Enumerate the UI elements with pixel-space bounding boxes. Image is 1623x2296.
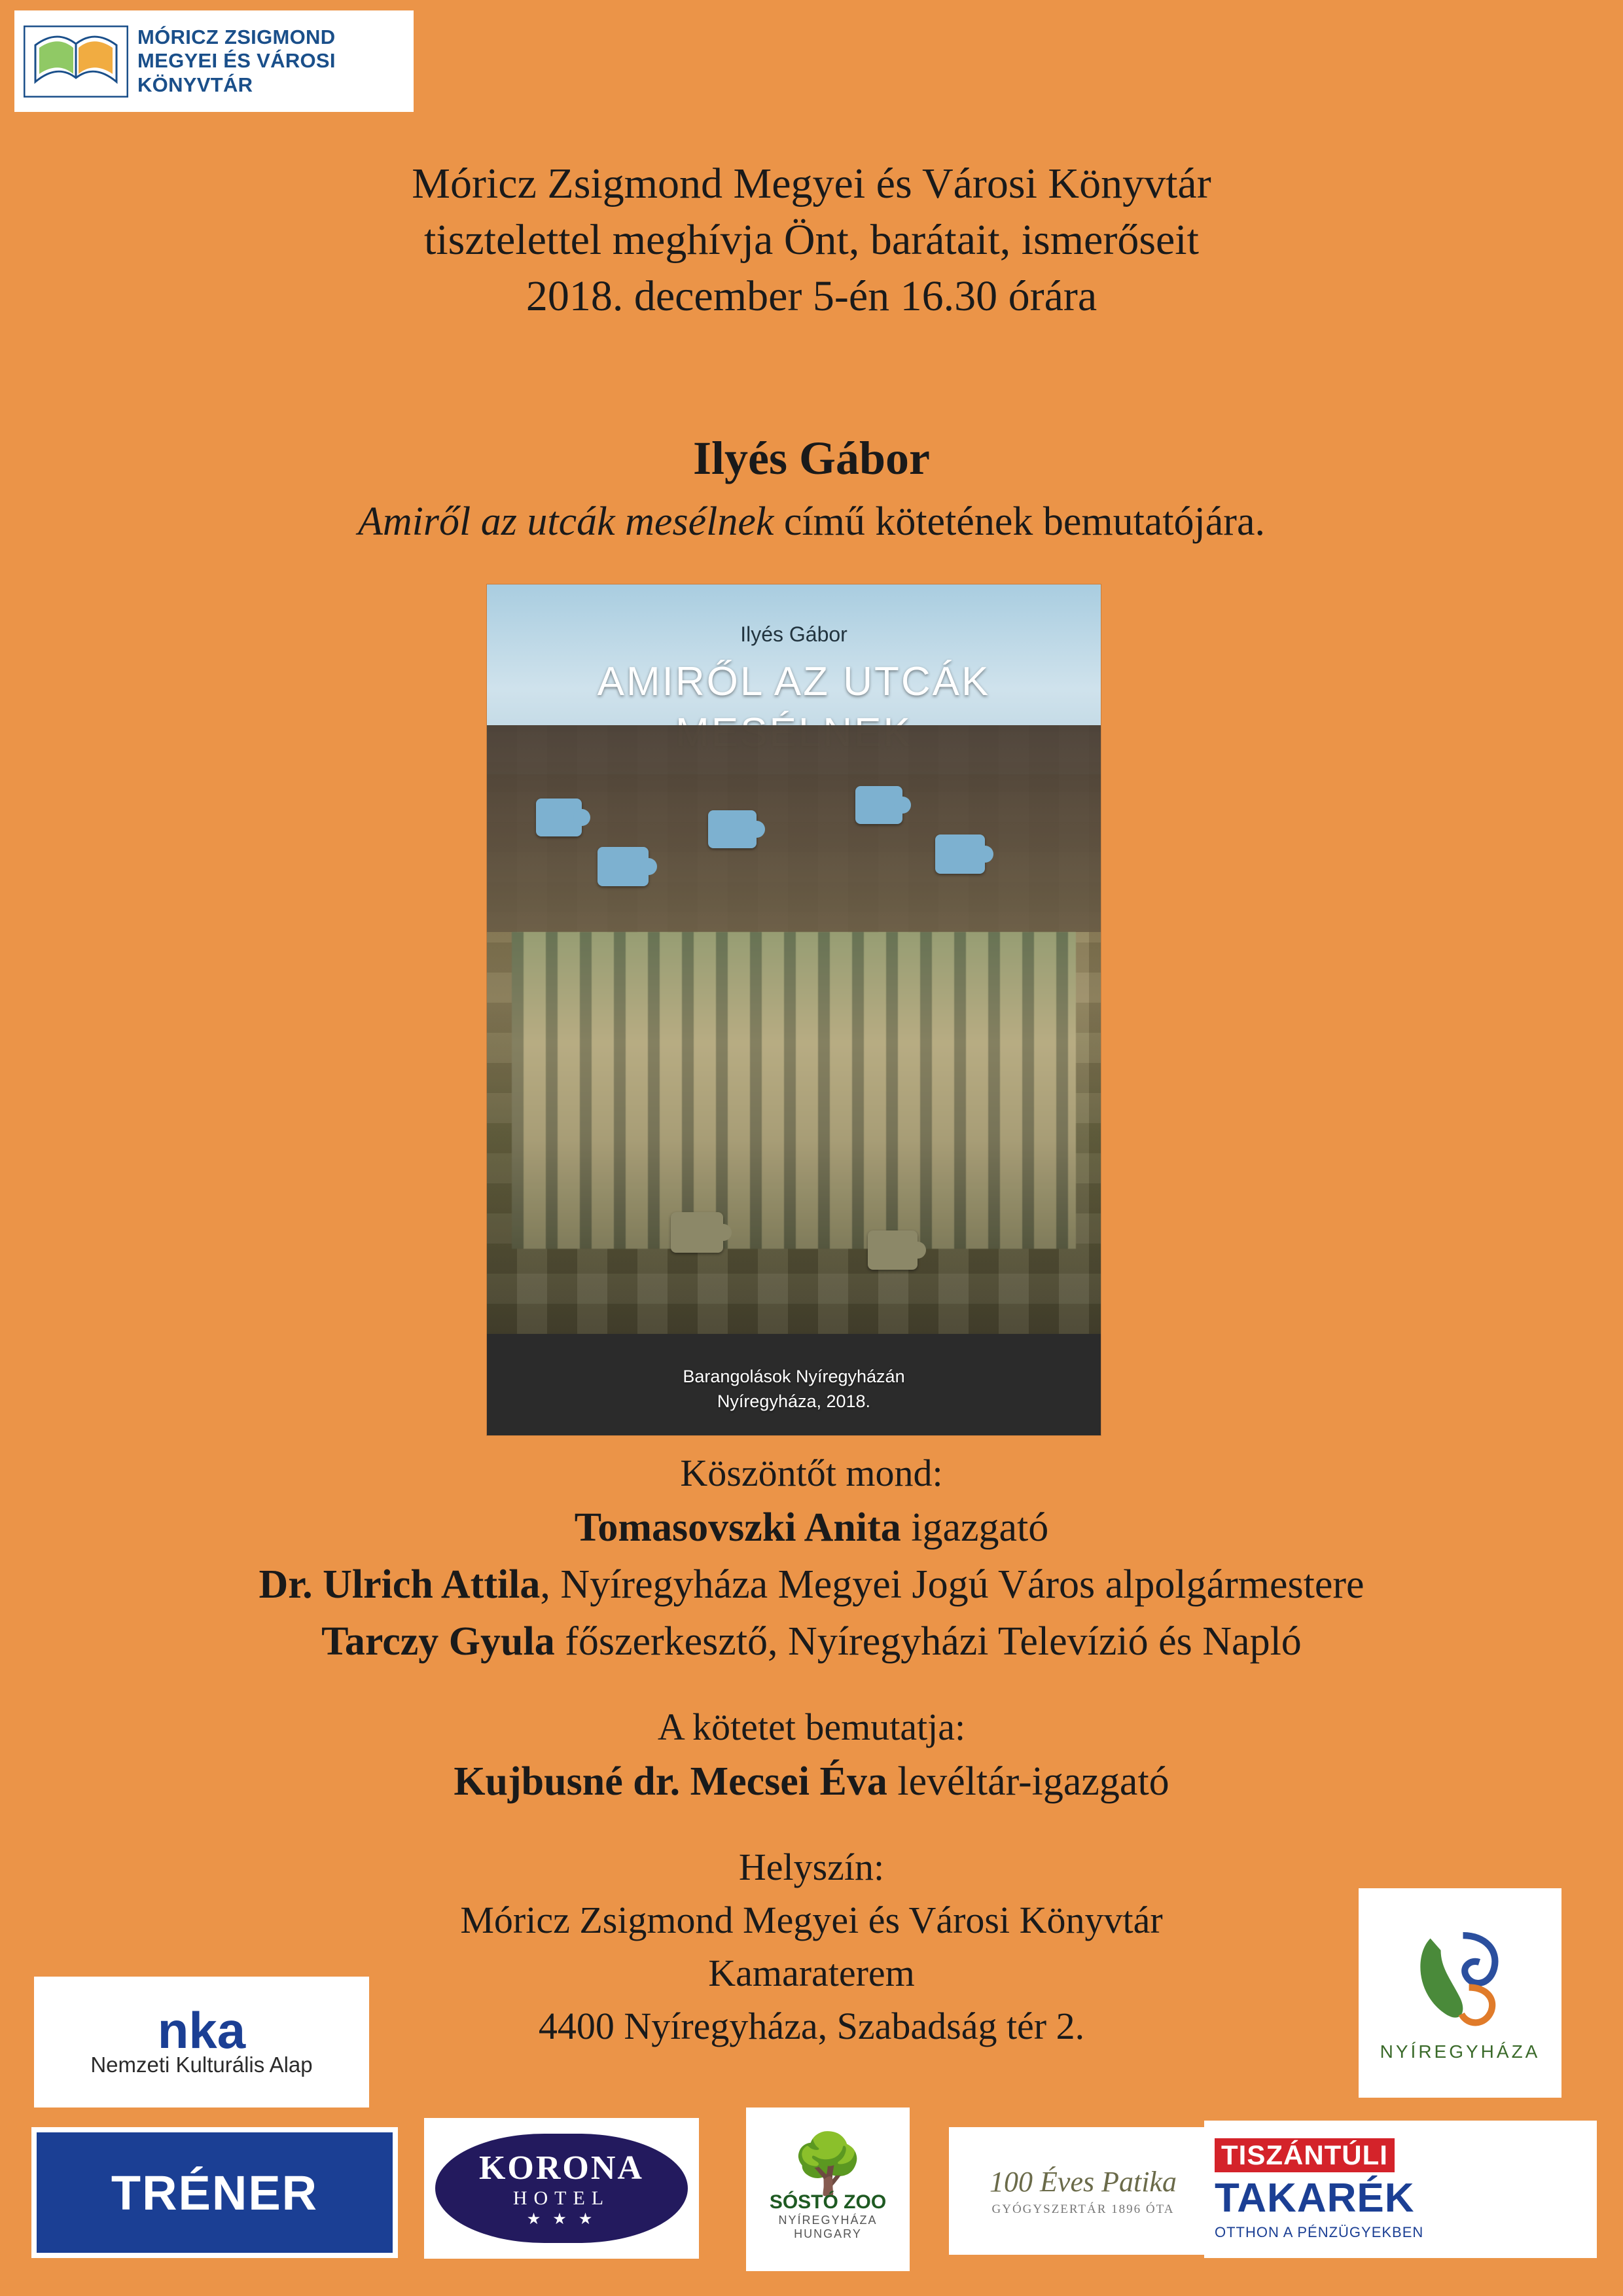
sponsor-logo-takarek (1204, 2121, 1597, 2258)
cover-footer-line-1: Barangolások Nyíregyházán (683, 1367, 905, 1387)
cover-photo (487, 725, 1101, 1334)
library-logo-line-2: MEGYEI ÉS VÁROSI (137, 49, 336, 73)
patika-name: 100 Éves Patika (990, 2166, 1177, 2198)
sponsor-logo-zoo (746, 2108, 910, 2271)
library-logo-line-1: MÓRICZ ZSIGMOND (137, 25, 336, 48)
korona-name: KORONA (478, 2149, 644, 2187)
greeter-role: , Nyíregyháza Megyei Jogú Város alpolgármestere (540, 1562, 1364, 1607)
spacer (0, 1670, 1623, 1700)
puzzle-piece (935, 834, 985, 874)
sponsor-logo-korona-hotel (424, 2118, 699, 2259)
invitation-author-block (0, 429, 1623, 548)
library-logo-line-3: KÖNYVTÁR (137, 73, 253, 96)
patika-content (990, 2165, 1177, 2217)
greeter-role: igazgató (901, 1505, 1049, 1551)
nyiregyhaza-label: NYÍREGYHÁZA (1380, 2041, 1541, 2062)
venue-label: Helyszín: (738, 1845, 885, 1888)
puzzle-piece (536, 798, 582, 836)
greeter-row (0, 1499, 1623, 1556)
sponsor-logo-nyiregyhaza (1359, 1888, 1561, 2098)
trener-label: TRÉNER (31, 2127, 398, 2258)
cover-footer-line-2: Nyíregyháza, 2018. (717, 1391, 871, 1412)
venue-line: Kamaraterem (708, 1951, 915, 1994)
zoo-name: SÓSTÓ ZOO (769, 2191, 887, 2213)
takarek-name: TAKARÉK (1215, 2175, 1415, 2221)
puzzle-piece (708, 810, 757, 848)
cover-title-line-1: AMIRŐL AZ UTCÁK (597, 659, 991, 704)
greeter-name: Dr. Ulrich Attila (259, 1562, 541, 1607)
venue-line: Móricz Zsigmond Megyei és Városi Könyvtár (460, 1898, 1163, 1941)
presenter-row (0, 1753, 1623, 1810)
puzzle-piece (597, 847, 649, 886)
greeting-label: Köszöntőt mond: (680, 1452, 943, 1494)
zoo-location: NYÍREGYHÁZA HUNGARY (778, 2213, 878, 2240)
greeter-role: főszerkesztő, Nyíregyházi Televízió és Napló (554, 1619, 1302, 1664)
cover-author: Ilyés Gábor (740, 622, 847, 646)
nka-mark: nka (157, 2001, 246, 2059)
author-name: Ilyés Gábor (692, 432, 930, 484)
cover-footer (487, 1365, 1101, 1414)
greeter-name: Tarczy Gyula (321, 1619, 555, 1664)
nka-logo-content (90, 2001, 313, 2077)
book-title-italic: Amiről az utcák mesélnek (358, 499, 774, 544)
venue-line: 4400 Nyíregyháza, Szabadság tér 2. (538, 2005, 1085, 2048)
sponsor-logo-patika (949, 2127, 1217, 2255)
invitation-line-2: tisztelettel meghívja Önt, barátait, ismerőseit (424, 215, 1199, 264)
takarek-content (1204, 2121, 1597, 2258)
korona-stars: ★ ★ ★ (526, 2210, 597, 2228)
presenter-name: Kujbusné dr. Mecsei Éva (454, 1759, 887, 1804)
spacer (0, 1810, 1623, 1840)
sponsor-logo-trener (31, 2127, 398, 2258)
nyiregyhaza-emblem-icon (1408, 1924, 1512, 2035)
invitation-header (0, 156, 1623, 324)
greeter-name: Tomasovszki Anita (574, 1505, 901, 1551)
greeter-row (0, 1613, 1623, 1670)
invitation-line-1: Móricz Zsigmond Megyei és Városi Könyvtár (412, 160, 1211, 207)
presenter-label: A kötetet bemutatja: (657, 1705, 966, 1748)
library-logo (14, 10, 414, 112)
cover-building-facade (512, 932, 1077, 1249)
book-subtitle-line (0, 495, 1623, 548)
puzzle-piece (868, 1230, 918, 1270)
open-book-icon (24, 26, 128, 98)
sponsor-logo-nka (34, 1977, 369, 2108)
nka-label: Nemzeti Kulturális Alap (90, 2052, 313, 2077)
library-logo-text (137, 26, 336, 98)
puzzle-piece (855, 786, 902, 824)
puzzle-piece (671, 1212, 723, 1253)
invitation-line-3: 2018. december 5-én 16.30 órára (526, 272, 1097, 320)
presenter-role: levéltár-igazgató (887, 1759, 1169, 1804)
book-title-rest: című kötetének bemutatójára. (774, 499, 1265, 544)
patika-tagline: GYÓGYSZERTÁR 1896 ÓTA (991, 2202, 1175, 2216)
book-cover-image (487, 584, 1101, 1435)
korona-badge (435, 2134, 688, 2244)
takarek-tagline: OTTHON A PÉNZÜGYEKBEN (1215, 2223, 1424, 2240)
takarek-region: TISZÁNTÚLI (1215, 2138, 1395, 2172)
greeter-row (0, 1556, 1623, 1613)
tree-icon: 🌳 (791, 2131, 865, 2197)
zoo-content (746, 2131, 910, 2241)
korona-type: HOTEL (512, 2187, 611, 2209)
